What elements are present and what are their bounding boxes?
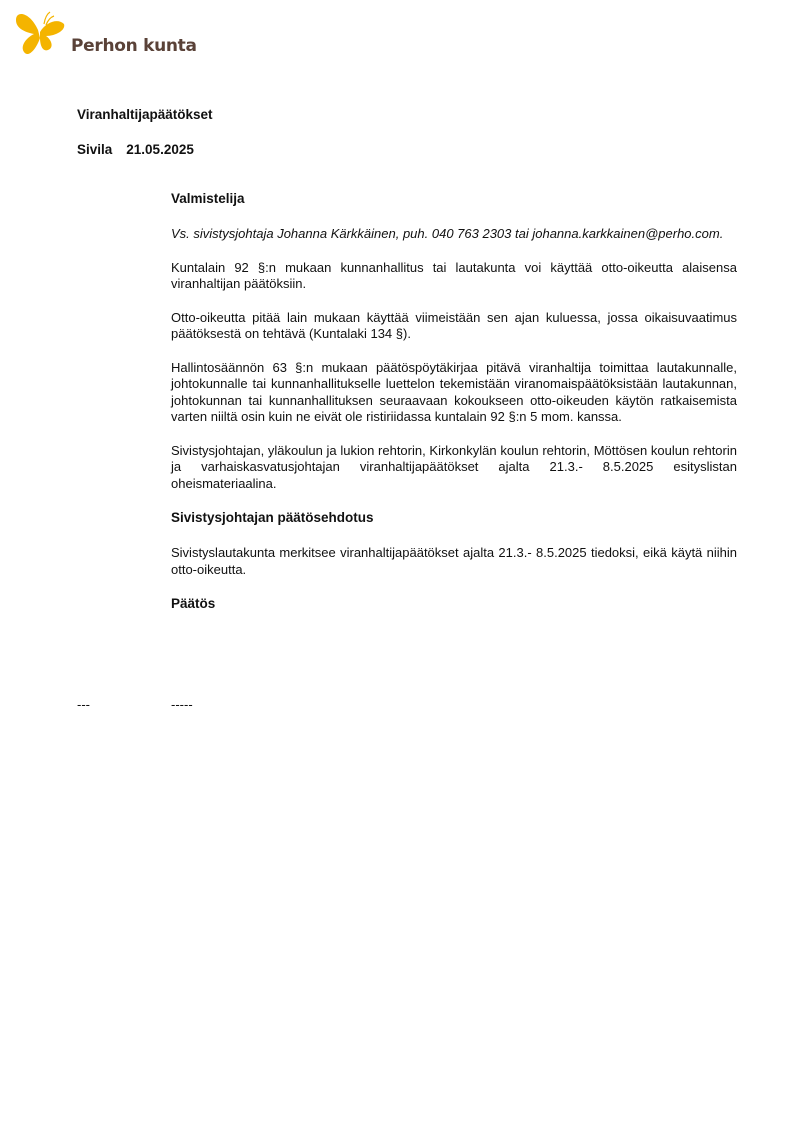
separator-left: ---	[77, 697, 90, 712]
body-name: Sivila	[77, 142, 113, 157]
paragraph: Sivistysjohtajan, yläkoulun ja lukion rehtorin, Kirkonkylän koulun rehtorin, Möttösen koulun rehtorin ja varhaiskasvatusjohtajan viranhaltijapäätökset ajalta 21.3.- 8.5.2025 esityslistan oheismateriaalina.	[171, 442, 737, 491]
proposal-text: Sivistyslautakunta merkitsee viranhaltijapäätökset ajalta 21.3.- 8.5.2025 tiedoksi, eikä käytä niihin otto-oikeutta.	[171, 545, 737, 577]
decision-heading: Päätös	[171, 596, 216, 611]
proposal-heading: Sivistysjohtajan päätösehdotus	[171, 510, 374, 525]
paragraph: Kuntalain 92 §:n mukaan kunnanhallitus tai lautakunta voi käyttää otto-oikeutta alaisensa viranhaltijan päätöksiin.	[171, 259, 737, 291]
preparer-heading: Valmistelija	[171, 191, 245, 206]
meeting-info	[77, 142, 194, 157]
municipality-name: Perhon kunta	[71, 36, 197, 56]
paragraph: Hallintosäännön 63 §:n mukaan päätöspöytäkirjaa pitävä viranhaltija toimittaa lautakunnalle, johtokunnalle tai kunnanhallitukselle luettelon tekemistään viranomaispäätöksistään lautakunnan, johtokunnan tai kunnanhallituksen seuraavaan kokoukseen otto-oikeuden käytön ratkaisemista varten niiltä osin kuin ne eivät ole ristiriidassa kuntalain 92 §:n 5 mom. kanssa.	[171, 359, 737, 424]
meeting-date: 21.05.2025	[126, 142, 194, 157]
document-type-title: Viranhaltijapäätökset	[77, 107, 213, 122]
butterfly-icon	[14, 8, 66, 58]
paragraph: Otto-oikeutta pitää lain mukaan käyttää viimeistään sen ajan kuluessa, jossa oikaisuvaatimus päätöksestä on tehtävä (Kuntalaki 134 §).	[171, 309, 737, 341]
preparer-contact: Vs. sivistysjohtaja Johanna Kärkkäinen, puh. 040 763 2303 tai johanna.karkkainen@perho.com.	[171, 226, 724, 241]
document-body	[171, 190, 737, 631]
municipality-logo	[14, 8, 214, 58]
separator-right: -----	[171, 697, 193, 712]
